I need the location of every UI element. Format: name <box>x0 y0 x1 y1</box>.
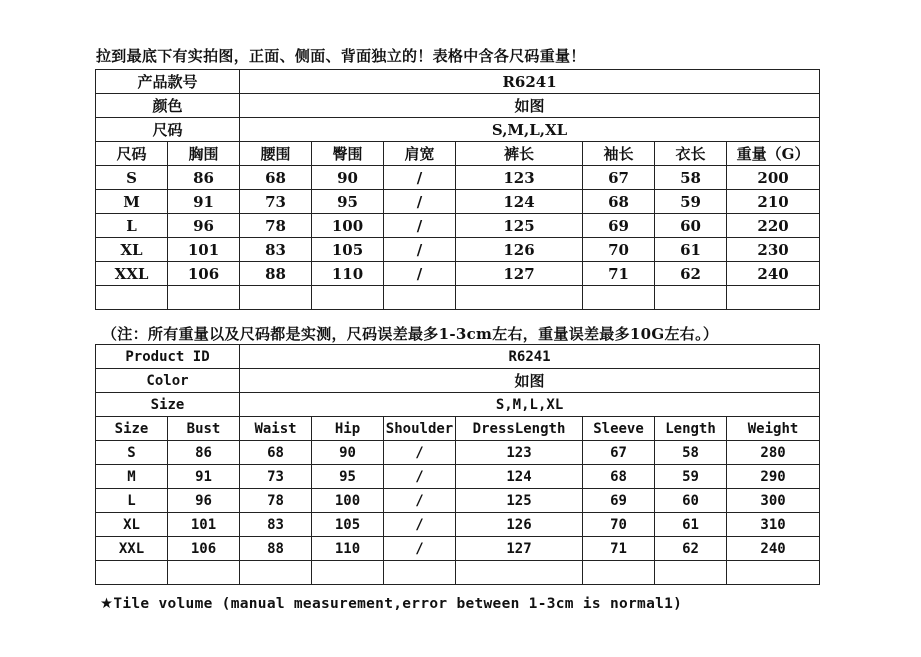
product-id-label: Product ID <box>96 345 240 369</box>
table-cell: XL <box>96 513 168 537</box>
size-table-chinese <box>95 69 820 310</box>
header-cell: 臀围 <box>312 142 384 166</box>
table-cell: S <box>96 441 168 465</box>
table-cell: 106 <box>168 537 240 561</box>
table-row <box>96 262 820 286</box>
table-cell: 106 <box>168 262 240 286</box>
table-cell: 60 <box>655 489 727 513</box>
header-cell: Sleeve <box>583 417 655 441</box>
table-cell: 210 <box>727 190 820 214</box>
table-cell: 95 <box>312 190 384 214</box>
table-cell: XXL <box>96 537 168 561</box>
table-cell: 127 <box>456 537 583 561</box>
table-cell: 58 <box>655 441 727 465</box>
table-cell: 78 <box>240 489 312 513</box>
info-row-color <box>96 369 820 393</box>
header-row <box>96 142 820 166</box>
table-row <box>96 489 820 513</box>
color-label: Color <box>96 369 240 393</box>
table-cell: / <box>384 214 456 238</box>
header-cell: Shoulder <box>384 417 456 441</box>
table-cell: 110 <box>312 262 384 286</box>
table-cell: 124 <box>456 190 583 214</box>
table-cell: 69 <box>583 214 655 238</box>
table-cell: / <box>384 441 456 465</box>
table-cell: S <box>96 166 168 190</box>
table-cell: 68 <box>240 441 312 465</box>
table-cell: 126 <box>456 238 583 262</box>
table-cell: 300 <box>727 489 820 513</box>
empty-row <box>96 286 820 310</box>
header-cell: Hip <box>312 417 384 441</box>
table-cell: 58 <box>655 166 727 190</box>
size-label: 尺码 <box>96 118 240 142</box>
table-cell: 78 <box>240 214 312 238</box>
table-cell: 71 <box>583 537 655 561</box>
table-cell: 83 <box>240 238 312 262</box>
table-cell: 240 <box>727 537 820 561</box>
table-cell: 125 <box>456 489 583 513</box>
table-cell: / <box>384 262 456 286</box>
table-cell: 71 <box>583 262 655 286</box>
size-label: Size <box>96 393 240 417</box>
table-cell: / <box>384 513 456 537</box>
table-row <box>96 190 820 214</box>
color-value: 如图 <box>240 369 820 393</box>
table-cell: 67 <box>583 166 655 190</box>
table-cell: 68 <box>583 190 655 214</box>
table-cell: 220 <box>727 214 820 238</box>
table-cell: 67 <box>583 441 655 465</box>
empty-row <box>96 561 820 585</box>
table-cell: 124 <box>456 465 583 489</box>
footer-note-text: Tile volume (manual measurement,error between 1-3cm is normal1) <box>113 596 683 612</box>
table-cell: 101 <box>168 238 240 262</box>
header-cell: Length <box>655 417 727 441</box>
table-cell: 86 <box>168 166 240 190</box>
product-id-label: 产品款号 <box>96 70 240 94</box>
table-cell: 73 <box>240 190 312 214</box>
product-id-value: R6241 <box>240 345 820 369</box>
table-row <box>96 166 820 190</box>
table-row <box>96 441 820 465</box>
table-cell: L <box>96 214 168 238</box>
table-row <box>96 537 820 561</box>
table-cell: 90 <box>312 441 384 465</box>
table-cell: 60 <box>655 214 727 238</box>
table-cell: 280 <box>727 441 820 465</box>
table-cell: M <box>96 465 168 489</box>
header-row <box>96 417 820 441</box>
table-cell: 88 <box>240 262 312 286</box>
table-cell: 88 <box>240 537 312 561</box>
header-cell: Waist <box>240 417 312 441</box>
table-cell: XXL <box>96 262 168 286</box>
table-cell: / <box>384 166 456 190</box>
table-cell: 290 <box>727 465 820 489</box>
table-cell: 69 <box>583 489 655 513</box>
table-cell: 230 <box>727 238 820 262</box>
table-cell: 73 <box>240 465 312 489</box>
header-cell: DressLength <box>456 417 583 441</box>
size-value: S,M,L,XL <box>240 393 820 417</box>
table-cell: 62 <box>655 262 727 286</box>
table-cell: 96 <box>168 214 240 238</box>
table-cell: 125 <box>456 214 583 238</box>
table-cell: 310 <box>727 513 820 537</box>
table-cell: 61 <box>655 238 727 262</box>
table-row <box>96 465 820 489</box>
table-cell: 59 <box>655 190 727 214</box>
header-cell: 肩宽 <box>384 142 456 166</box>
table-cell: 123 <box>456 441 583 465</box>
header-cell: 腰围 <box>240 142 312 166</box>
product-id-value: R6241 <box>240 70 820 94</box>
table-row <box>96 214 820 238</box>
header-cell: 衣长 <box>655 142 727 166</box>
header-cell: 重量（G） <box>727 142 820 166</box>
table-cell: 126 <box>456 513 583 537</box>
table-row <box>96 238 820 262</box>
table-row <box>96 513 820 537</box>
table-cell: 68 <box>240 166 312 190</box>
table-cell: 110 <box>312 537 384 561</box>
table-cell: 95 <box>312 465 384 489</box>
info-row-product-id <box>96 70 820 94</box>
table-cell: 123 <box>456 166 583 190</box>
table-cell: M <box>96 190 168 214</box>
top-note: 拉到最底下有实拍图，正面、侧面、背面独立的！表格中含各尺码重量！ <box>96 47 586 65</box>
table-cell: 100 <box>312 214 384 238</box>
table-cell: 100 <box>312 489 384 513</box>
table-cell: 105 <box>312 513 384 537</box>
table-cell: 200 <box>727 166 820 190</box>
table-cell: 101 <box>168 513 240 537</box>
header-cell: 裤长 <box>456 142 583 166</box>
table-cell: 105 <box>312 238 384 262</box>
table-cell: 86 <box>168 441 240 465</box>
table-cell: 90 <box>312 166 384 190</box>
measurement-note: （注：所有重量以及尺码都是实测，尺码误差最多1-3cm左右，重量误差最多10G左右。） <box>102 325 719 343</box>
header-cell: 胸围 <box>168 142 240 166</box>
table-cell: L <box>96 489 168 513</box>
info-row-size <box>96 393 820 417</box>
star-icon: ★ <box>100 596 114 612</box>
table-cell: 83 <box>240 513 312 537</box>
table-cell: 96 <box>168 489 240 513</box>
header-cell: Bust <box>168 417 240 441</box>
color-label: 颜色 <box>96 94 240 118</box>
table-cell: / <box>384 238 456 262</box>
table-cell: 70 <box>583 238 655 262</box>
table-cell: / <box>384 190 456 214</box>
header-cell: 尺码 <box>96 142 168 166</box>
header-cell: 袖长 <box>583 142 655 166</box>
size-table-english <box>95 344 820 585</box>
table-cell: 70 <box>583 513 655 537</box>
footer-note <box>100 596 682 612</box>
header-cell: Weight <box>727 417 820 441</box>
table-cell: / <box>384 489 456 513</box>
info-row-size <box>96 118 820 142</box>
table-cell: 91 <box>168 190 240 214</box>
table-cell: 61 <box>655 513 727 537</box>
table-cell: 62 <box>655 537 727 561</box>
table-cell: / <box>384 465 456 489</box>
table-cell: / <box>384 537 456 561</box>
table-cell: 240 <box>727 262 820 286</box>
table-cell: 68 <box>583 465 655 489</box>
table-cell: 127 <box>456 262 583 286</box>
info-row-color <box>96 94 820 118</box>
color-value: 如图 <box>240 94 820 118</box>
info-row-product-id <box>96 345 820 369</box>
table-cell: 91 <box>168 465 240 489</box>
table-cell: XL <box>96 238 168 262</box>
size-value: S,M,L,XL <box>240 118 820 142</box>
table-cell: 59 <box>655 465 727 489</box>
header-cell: Size <box>96 417 168 441</box>
